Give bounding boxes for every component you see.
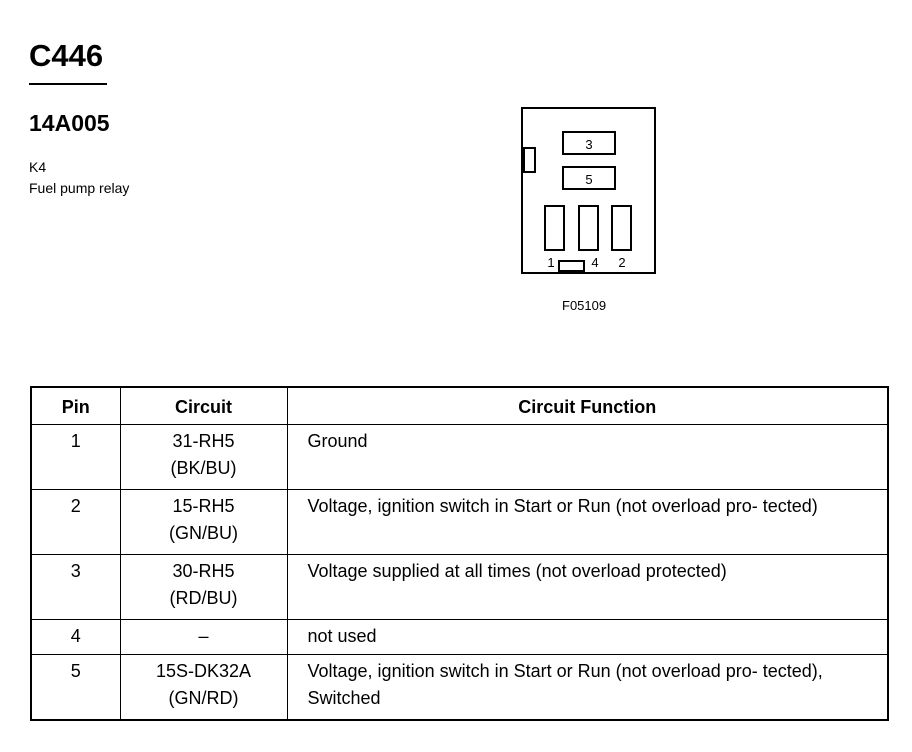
connector-key-notch	[559, 261, 584, 271]
circuit-number: 31-RH5	[172, 431, 235, 451]
terminal-label-4: 4	[591, 255, 599, 270]
circuit-color: (GN/BU)	[169, 523, 238, 543]
header-circuit-function: Circuit Function	[287, 387, 888, 425]
pin-cell: 4	[31, 620, 120, 655]
terminal-slot-1	[545, 206, 564, 250]
terminal-label-5: 5	[585, 172, 593, 187]
connector-face-diagram	[510, 100, 670, 285]
terminal-slot-2	[612, 206, 631, 250]
table-row	[31, 555, 888, 620]
part-number: 14A005	[29, 110, 110, 136]
table-header-row	[31, 387, 888, 425]
terminal-label-1: 1	[547, 255, 555, 270]
circuit-cell	[120, 655, 287, 721]
component-description: Fuel pump relay	[29, 180, 130, 196]
terminal-slot-4	[579, 206, 598, 250]
function-cell: Voltage, ignition switch in Start or Run (not overload pro- tected)	[287, 490, 888, 555]
pin-cell: 3	[31, 555, 120, 620]
circuit-color: (GN/RD)	[168, 688, 239, 708]
circuit-color: (BK/BU)	[170, 458, 237, 478]
circuit-number: 15-RH5	[172, 496, 235, 516]
header-pin: Pin	[31, 387, 120, 425]
circuit-cell	[120, 620, 287, 655]
circuit-number: 30-RH5	[172, 561, 235, 581]
connector-id-underline	[29, 83, 107, 85]
header-circuit: Circuit	[120, 387, 287, 425]
table-row	[31, 425, 888, 490]
pin-cell: 1	[31, 425, 120, 490]
function-cell: not used	[287, 620, 888, 655]
table-row	[31, 655, 888, 721]
pin-table	[30, 386, 889, 721]
table-row	[31, 620, 888, 655]
function-cell: Voltage, ignition switch in Start or Run (not overload pro- tected), Switched	[287, 655, 888, 721]
circuit-number: 15S-DK32A	[155, 661, 252, 681]
connector-face-drawing	[510, 100, 670, 285]
function-cell: Voltage supplied at all times (not overload protected)	[287, 555, 888, 620]
pin-cell: 2	[31, 490, 120, 555]
circuit-cell	[120, 490, 287, 555]
circuit-cell	[120, 425, 287, 490]
connector-lock-tab	[524, 148, 535, 172]
circuit-cell	[120, 555, 287, 620]
circuit-number: –	[198, 626, 209, 646]
terminal-label-3: 3	[585, 137, 593, 152]
pin-cell: 5	[31, 655, 120, 721]
component-reference: K4	[29, 159, 47, 175]
table-row	[31, 490, 888, 555]
figure-code: F05109	[562, 298, 607, 313]
function-cell: Ground	[287, 425, 888, 490]
connector-id: C446	[29, 38, 104, 73]
terminal-label-2: 2	[618, 255, 626, 270]
circuit-color: (RD/BU)	[169, 588, 238, 608]
